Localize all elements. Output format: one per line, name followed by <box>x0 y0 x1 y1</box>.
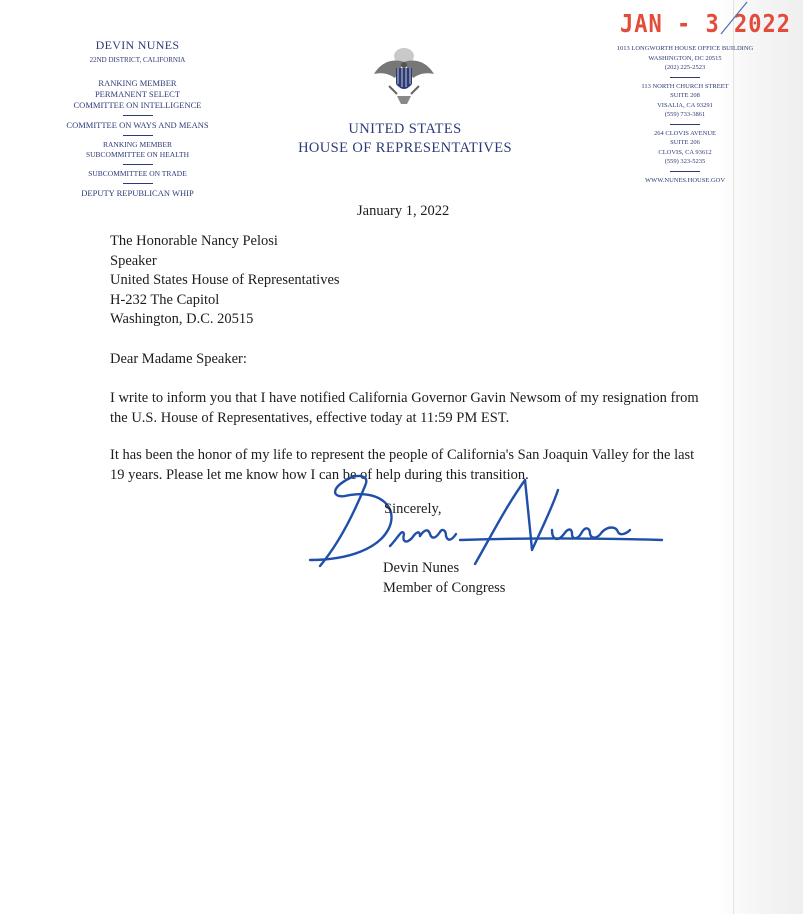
member-role: RANKING MEMBER <box>98 78 177 88</box>
letter-paragraph: I write to inform you that I have notified California Governor Gavin Newsom of my resignation from the U.S. House of Representatives, effective today at 11:59 PM EST. <box>110 390 699 426</box>
dc-office <box>585 44 785 73</box>
signer-title: Member of Congress <box>383 580 506 596</box>
address-line: CLOVIS, CA 93612 <box>658 148 712 156</box>
recipient-line: H-232 The Capitol <box>110 291 220 308</box>
website-link: WWW.NUNES.HOUSE.GOV <box>644 176 726 184</box>
letterhead-divider <box>123 135 153 136</box>
address-line: 264 CLOVIS AVENUE <box>654 129 716 137</box>
signer-name: Devin Nunes <box>383 560 460 576</box>
house-seal-eagle-icon <box>371 44 437 108</box>
phone-number: (202) 225-2523 <box>664 64 706 71</box>
address-line: VISALIA, CA 93291 <box>657 101 713 109</box>
letterhead-divider <box>123 115 153 116</box>
visalia-office <box>585 82 785 120</box>
member-role: RANKING MEMBER <box>103 140 172 149</box>
house-title <box>250 120 560 158</box>
letterhead-divider <box>670 124 700 125</box>
closing: Sincerely, <box>384 501 442 517</box>
member-name: DEVIN NUNES <box>95 38 180 52</box>
letterhead-divider <box>123 183 153 184</box>
letter-body <box>110 232 710 485</box>
address-line: SUITE 208 <box>670 92 700 99</box>
letter-paragraph: It has been the honor of my life to represent the people of California's San Joaquin Valley for the last 19 years. Please let me know how I can be of help during this transition. <box>110 447 695 483</box>
member-subcommittee: SUBCOMMITTEE ON HEALTH <box>85 150 190 159</box>
letter-date: January 1, 2022 <box>357 203 450 219</box>
member-committee: COMMITTEE ON WAYS AND MEANS <box>66 120 209 130</box>
address-line: 113 NORTH CHURCH STREET <box>641 82 729 90</box>
letterhead-divider <box>670 77 700 78</box>
address-line: 1013 LONGWORTH HOUSE OFFICE BUILDING <box>616 45 754 52</box>
signer-block <box>383 558 505 598</box>
member-role: COMMITTEE ON INTELLIGENCE <box>73 100 202 110</box>
phone-number: (559) 323-5235 <box>664 158 706 165</box>
member-subcommittee: SUBCOMMITTEE ON TRADE <box>88 169 187 178</box>
member-district: 22ND DISTRICT, CALIFORNIA <box>89 56 186 64</box>
phone-number: (559) 733-3861 <box>664 111 706 118</box>
address-line: WASHINGTON, DC 20515 <box>648 54 722 62</box>
letterhead-divider <box>123 164 153 165</box>
member-letterhead <box>40 38 235 199</box>
office-addresses <box>585 44 785 185</box>
recipient-line: Speaker <box>110 252 157 269</box>
salutation: Dear Madame Speaker: <box>110 350 247 367</box>
recipient-line: The Honorable Nancy Pelosi <box>110 233 278 249</box>
address-line: SUITE 206 <box>670 139 700 146</box>
stamp-check-mark <box>715 0 755 40</box>
recipient-line: Washington, D.C. 20515 <box>110 311 254 327</box>
letterhead-divider <box>670 171 700 172</box>
house-title-line: HOUSE OF REPRESENTATIVES <box>298 140 512 156</box>
received-date-stamp: JAN - 3 2022 <box>620 10 791 39</box>
clovis-office <box>585 129 785 167</box>
recipient-line: United States House of Representatives <box>110 272 340 288</box>
member-leadership-role: DEPUTY REPUBLICAN WHIP <box>81 188 194 198</box>
house-title-line: UNITED STATES <box>348 121 462 137</box>
member-role: PERMANENT SELECT <box>94 89 181 99</box>
